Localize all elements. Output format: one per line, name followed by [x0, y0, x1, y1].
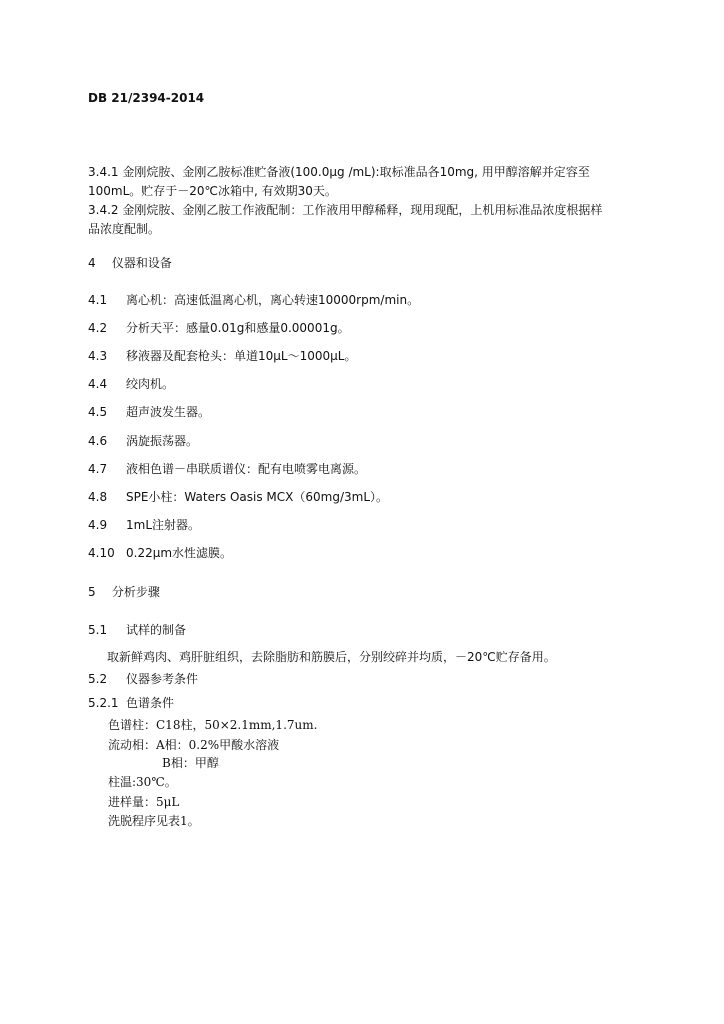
- item-4-10: [88, 544, 232, 561]
- clause-number: 5.2: [88, 672, 108, 686]
- item-4-6: [88, 432, 198, 449]
- mobile-phase-b: B相：甲醇: [162, 756, 219, 770]
- item-text: 液相色谱－串联质谱仪：配有电喷雾电离源。: [126, 462, 367, 476]
- item-4-2: [88, 319, 350, 336]
- item-number: 4.10: [88, 546, 115, 560]
- mobile-phase-a: 流动相：A相：0.2%甲酸水溶液: [108, 738, 280, 752]
- item-number: 4.9: [88, 518, 108, 532]
- item-number: 4.7: [88, 462, 108, 476]
- item-text: 分析天平：感量0.01g和感量0.00001g。: [126, 321, 350, 335]
- section-5-heading: [88, 583, 160, 600]
- item-text: 离心机：高速低温离心机，离心转速10000rpm/min。: [126, 293, 420, 307]
- document-header: DB 21/2394-2014: [88, 91, 205, 105]
- item-text: 涡旋振荡器。: [126, 434, 199, 448]
- section-4-heading: [88, 254, 172, 271]
- item-text: 1mL注射器。: [126, 518, 201, 532]
- clause-title: 仪器参考条件: [126, 672, 199, 686]
- item-text: 0.22μm水性滤膜。: [126, 546, 233, 560]
- clause-5-1-heading: [88, 621, 186, 638]
- clause-3-4-1-line1: 3.4.1 金刚烷胺、金刚乙胺标准贮备液(100.0μg /mL):取标准品各10mg, 用甲醇溶解并定容至: [88, 165, 590, 179]
- clause-title: 色谱条件: [126, 696, 175, 710]
- clause-5-1-body: 取新鲜鸡肉、鸡肝脏组织，去除脂肪和筋膜后，分别绞碎并均质，－20℃贮存备用。: [107, 650, 556, 664]
- item-number: 4.5: [88, 405, 108, 419]
- item-4-1: [88, 291, 419, 308]
- item-number: 4.4: [88, 377, 108, 391]
- item-number: 4.2: [88, 321, 108, 335]
- item-number: 4.1: [88, 293, 108, 307]
- chromatography-column: 色谱柱：C18柱，50×2.1mm,1.7um.: [108, 718, 318, 732]
- section-4-title: 仪器和设备: [111, 256, 172, 270]
- section-5-title: 分析步骤: [111, 585, 160, 599]
- item-number: 4.6: [88, 434, 108, 448]
- clause-5-2-1-heading: [88, 694, 174, 711]
- item-4-5: [88, 403, 210, 420]
- clause-number: 5.1: [88, 623, 108, 637]
- clause-title: 试样的制备: [126, 623, 187, 637]
- clause-3-4-2-line2: 品浓度配制。: [88, 222, 161, 236]
- section-4-number: 4: [88, 256, 96, 270]
- clause-number: 5.2.1: [88, 696, 119, 710]
- item-4-8: [88, 488, 388, 505]
- section-5-number: 5: [88, 585, 96, 599]
- item-4-4: [88, 375, 174, 392]
- item-number: 4.3: [88, 349, 108, 363]
- item-4-9: [88, 516, 200, 533]
- item-text: SPE小柱：Waters Oasis MCX（60mg/3mL）。: [126, 490, 389, 504]
- item-number: 4.8: [88, 490, 108, 504]
- item-4-3: [88, 347, 356, 364]
- item-text: 超声波发生器。: [126, 405, 211, 419]
- elution-program: 洗脱程序见表1。: [108, 814, 200, 828]
- item-4-7: [88, 460, 366, 477]
- column-temperature: 柱温:30℃。: [108, 775, 177, 789]
- clause-3-4-1-line2: 100mL。贮存于－20℃冰箱中, 有效期30天。: [88, 184, 337, 198]
- injection-volume: 进样量：5μL: [108, 795, 180, 809]
- clause-5-2-heading: [88, 670, 198, 687]
- item-text: 绞肉机。: [126, 377, 175, 391]
- item-text: 移液器及配套枪头：单道10μL～1000μL。: [126, 349, 357, 363]
- clause-3-4-2-line1: 3.4.2 金刚烷胺、金刚乙胺工作液配制：工作液用甲醇稀释，现用现配，上机用标准品浓度根据样: [88, 203, 603, 217]
